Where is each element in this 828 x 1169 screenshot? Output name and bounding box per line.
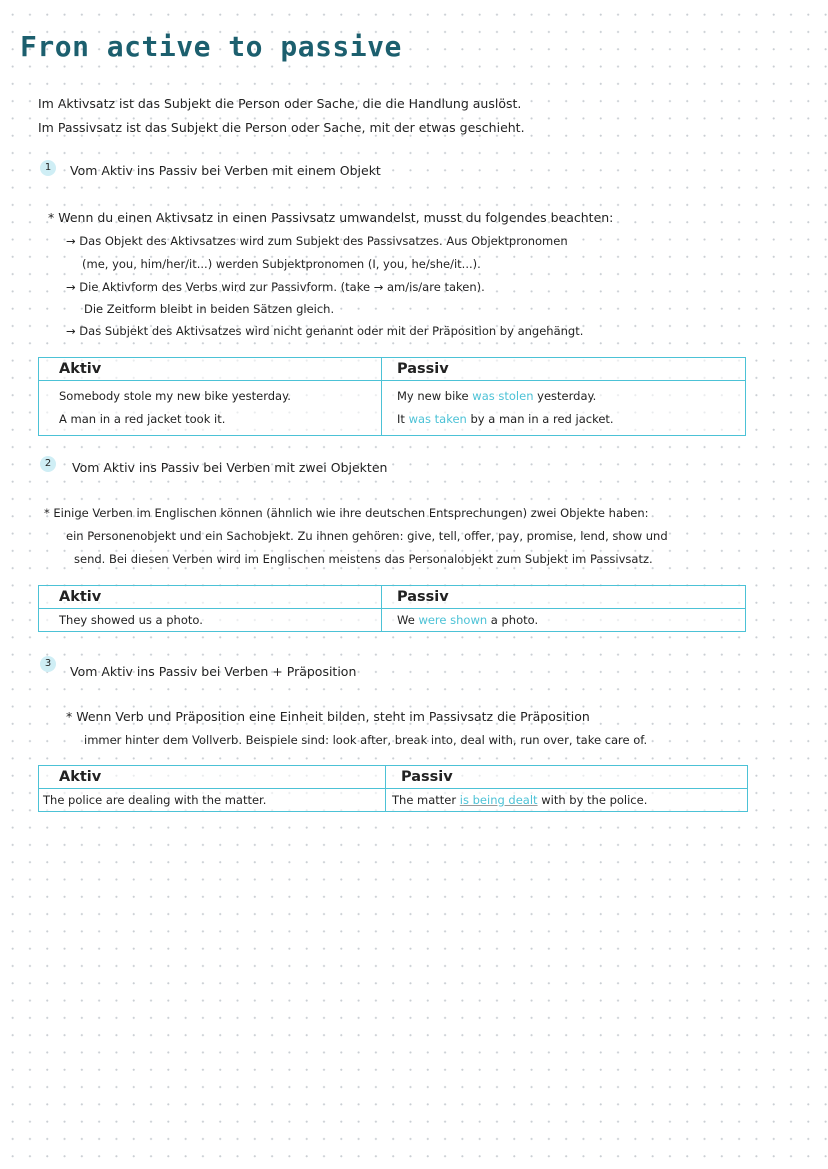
table-row: A man in a red jacket took it. [59, 412, 226, 426]
section-1-bullet-3: → Das Subjekt des Aktivsatzes wird nicht genannt oder mit der Präposition by angehängt. [66, 324, 584, 338]
table-2-passive-cell: We were shown a photo. [382, 609, 746, 632]
intro-line-passive: Im Passivsatz ist das Subjekt die Person oder Sache, mit der etwas geschieht. [38, 120, 525, 135]
table-2-active-cell: They showed us a photo. [39, 609, 382, 632]
section-3-note-b: immer hinter dem Vollverb. Beispiele sind: look after, break into, deal with, run over, take care of. [84, 733, 648, 747]
table-3-active-cell: The police are dealing with the matter. [39, 789, 386, 812]
section-2-note-c: send. Bei diesen Verben wird im Englischen meistens das Personalobjekt zum Subjekt im Passivsatz. [74, 552, 653, 566]
section-1-number: 1 [40, 160, 56, 176]
table-2-head-active: Aktiv [39, 586, 382, 609]
section-2-number: 2 [40, 456, 56, 472]
section-2-table [38, 585, 746, 632]
passive-verb-highlight: is being dealt [459, 793, 538, 807]
section-1-note: * Wenn du einen Aktivsatz in einen Passivsatz umwandelst, musst du folgendes beachten: [48, 210, 614, 225]
page-title: Fron active to passive [20, 30, 402, 63]
section-1-bullet-2a: → Die Aktivform des Verbs wird zur Passivform. (take → am/is/are taken). [66, 280, 485, 294]
table-2-head-passive: Passiv [382, 586, 746, 609]
table-row: My new bike was stolen yesterday. [397, 389, 597, 403]
section-1-bullet-1b: (me, you, him/her/it...) werden Subjektpronomen (I, you, he/she/it...). [82, 257, 481, 271]
section-1-table [38, 357, 746, 436]
passive-verb-highlight: was stolen [472, 389, 534, 403]
passive-verb-highlight: were shown [418, 613, 488, 627]
section-3-table [38, 765, 748, 812]
table-3-head-passive: Passiv [386, 766, 748, 789]
passive-verb-highlight: was taken [408, 412, 467, 426]
section-1-bullet-2b: Die Zeitform bleibt in beiden Sätzen gleich. [84, 302, 335, 316]
section-3-number: 3 [40, 656, 56, 672]
table-1-active-cell [39, 381, 382, 436]
section-1-heading: Vom Aktiv ins Passiv bei Verben mit einem Objekt [70, 163, 381, 178]
section-1-bullet-1a: → Das Objekt des Aktivsatzes wird zum Subjekt des Passivsatzes. Aus Objektpronomen [66, 234, 568, 248]
table-3-head-active: Aktiv [39, 766, 386, 789]
section-2-note-a: * Einige Verben im Englischen können (ähnlich wie ihre deutschen Entsprechungen) zwei Objekte haben: [44, 506, 649, 520]
section-2-heading: Vom Aktiv ins Passiv bei Verben mit zwei Objekten [72, 460, 388, 475]
section-3-note-a: * Wenn Verb und Präposition eine Einheit bilden, steht im Passivsatz die Präposition [66, 709, 590, 724]
table-1-passive-cell [382, 381, 746, 436]
section-3-heading: Vom Aktiv ins Passiv bei Verben + Präposition [70, 664, 357, 679]
table-3-passive-cell: The matter is being dealt with by the police. [386, 789, 748, 812]
intro-line-active: Im Aktivsatz ist das Subjekt die Person oder Sache, die die Handlung auslöst. [38, 96, 522, 111]
table-1-head-passive: Passiv [382, 358, 746, 381]
section-2-note-b: ein Personenobjekt und ein Sachobjekt. Zu ihnen gehören: give, tell, offer, pay, promise, lend, show und [66, 529, 668, 543]
table-1-head-active: Aktiv [39, 358, 382, 381]
table-row: It was taken by a man in a red jacket. [397, 412, 614, 426]
table-row: Somebody stole my new bike yesterday. [59, 389, 291, 403]
